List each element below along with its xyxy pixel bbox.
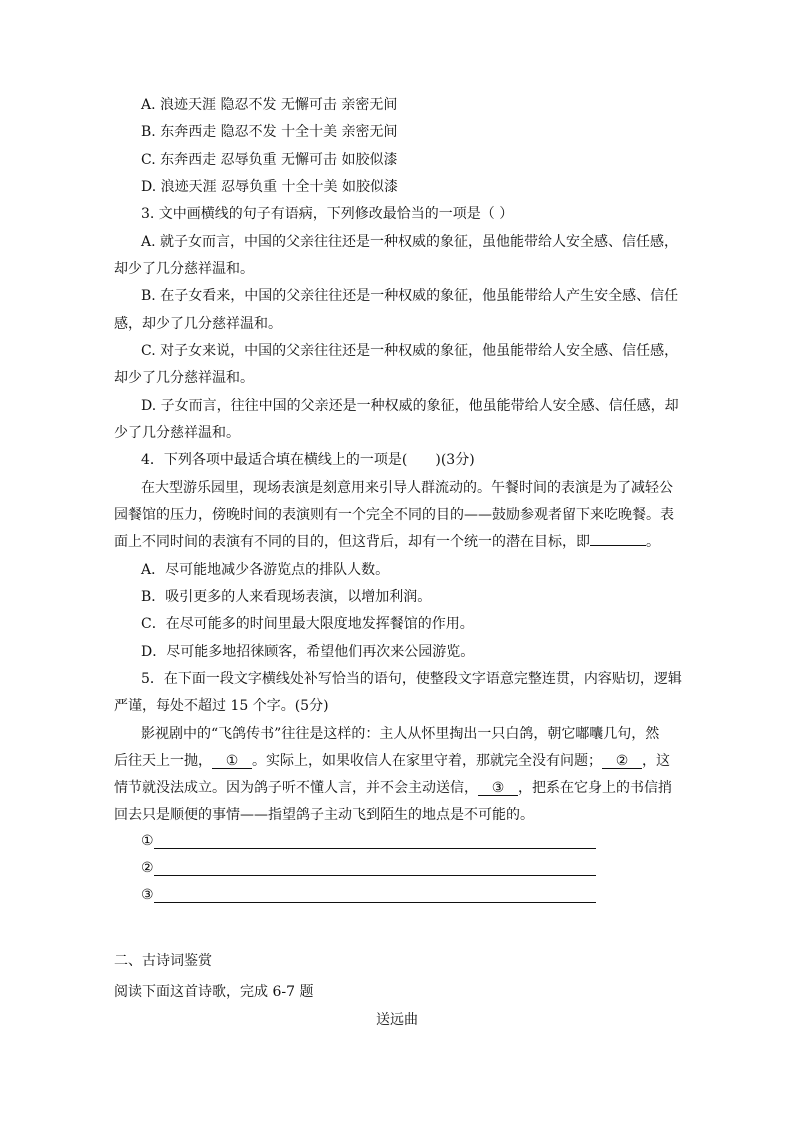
- q4-passage-line3: [114, 533, 660, 551]
- q5-answer-label-1: ①: [141, 833, 154, 849]
- q2-option-c: C. 东奔西走 忍辱负重 无懈可击 如胶似漆: [141, 152, 398, 168]
- q5-blank-2[interactable]: ②: [602, 754, 642, 769]
- q4-passage-line3-text: 面上不同时间的表演有不同的目的，但这背后，却有一个统一的潜在目标，即: [114, 534, 590, 550]
- q5-answer-label-2: ②: [141, 860, 154, 876]
- q3-option-b-line1: B. 在子女看来，中国的父亲往往还是一种权威的象征，他虽能带给人产生安全感、信任: [141, 288, 679, 304]
- q3-option-a-line1: A. 就子女而言，中国的父亲往往还是一种权威的象征，虽他能带给人安全感、信任感，: [141, 234, 679, 250]
- q5-passage-line3: [114, 779, 672, 797]
- q5-passage-line4: 回去只是顺便的事情——指望鸽子主动飞到陌生的地点是不可能的。: [114, 807, 534, 823]
- q4-option-d: D．尽可能多地招徕顾客，希望他们再次来公园游览。: [141, 644, 475, 660]
- q3-option-b-line2: 感，却少了几分慈祥温和。: [114, 316, 282, 332]
- q5-answer-line-1[interactable]: [154, 848, 596, 849]
- q3-option-d-line1: D. 子女而言，往往中国的父亲还是一种权威的象征，他虽能带给人安全感、信任感，却: [141, 398, 679, 414]
- q3-stem: 3. 文中画横线的句子有语病，下列修改最恰当的一项是（ ）: [141, 206, 514, 222]
- q3-option-a-line2: 却少了几分慈祥温和。: [114, 261, 254, 277]
- q5-blank-1[interactable]: ①: [212, 754, 252, 769]
- q4-passage-line1: 在大型游乐园里，现场表演是刻意用来引导人群流动的。午餐时间的表演是为了减轻公: [141, 480, 673, 496]
- q5-passage-line2-b: 。实际上，如果收信人在家里守着，那就完全没有问题；: [252, 753, 602, 769]
- q2-option-b: B. 东奔西走 隐忍不发 十全十美 亲密无间: [141, 124, 398, 140]
- q4-option-a: A．尽可能地减少各游览点的排队人数。: [141, 562, 390, 578]
- q4-answer-blank[interactable]: [590, 545, 646, 546]
- section-instruction: 阅读下面这首诗歌，完成 6-7 题: [114, 984, 314, 1000]
- q4-stem: 4．下列各项中最适合填在横线上的一项是( )(3分): [141, 452, 475, 468]
- poem-title: 送远曲: [376, 1012, 418, 1028]
- q2-option-a: A. 浪迹天涯 隐忍不发 无懈可击 亲密无间: [141, 97, 398, 113]
- q5-passage-line3-a: 情节就没法成立。因为鸽子听不懂人言，并不会主动送信，: [114, 780, 478, 796]
- q3-option-c-line2: 却少了几分慈祥温和。: [114, 370, 254, 386]
- q5-passage-line2-c: ，这: [642, 753, 670, 769]
- q5-stem-line1: 5．在下面一段文字横线处补写恰当的语句，使整段文字语意完整连贯，内容贴切，逻辑: [141, 671, 682, 687]
- q5-passage-line2: [114, 752, 670, 770]
- q5-stem-line2: 严谨，每处不超过 15 个字。(5分): [114, 698, 329, 714]
- q4-passage-line2: 园餐馆的压力，傍晚时间的表演则有一个完全不同的目的——鼓励参观者留下来吃晚餐。表: [114, 507, 674, 523]
- q4-passage-line3-end: 。: [646, 534, 660, 550]
- q5-answer-line-2[interactable]: [154, 875, 596, 876]
- q4-option-c: C．在尽可能多的时间里最大限度地发挥餐馆的作用。: [141, 616, 474, 632]
- q2-option-d: D. 浪迹天涯 忍辱负重 十全十美 如胶似漆: [141, 179, 398, 195]
- q5-blank-3[interactable]: ③: [478, 781, 518, 796]
- q5-answer-line-3[interactable]: [154, 902, 596, 903]
- q5-answer-label-3: ③: [141, 887, 154, 903]
- q3-option-d-line2: 少了几分慈祥温和。: [114, 425, 240, 441]
- q5-passage-line2-a: 后往天上一抛，: [114, 753, 212, 769]
- q3-option-c-line1: C. 对子女来说，中国的父亲往往还是一种权威的象征，他虽能带给人安全感、信任感，: [141, 343, 679, 359]
- q5-passage-line1: 影视剧中的“飞鸽传书”往往是这样的：主人从怀里掏出一只白鸽，朝它嘟囔几句，然: [141, 726, 660, 742]
- q4-option-b: B．吸引更多的人来看现场表演，以增加利润。: [141, 589, 432, 605]
- section-heading: 二、古诗词鉴赏: [114, 953, 212, 969]
- q5-passage-line3-b: ，把系在它身上的书信捎: [518, 780, 672, 796]
